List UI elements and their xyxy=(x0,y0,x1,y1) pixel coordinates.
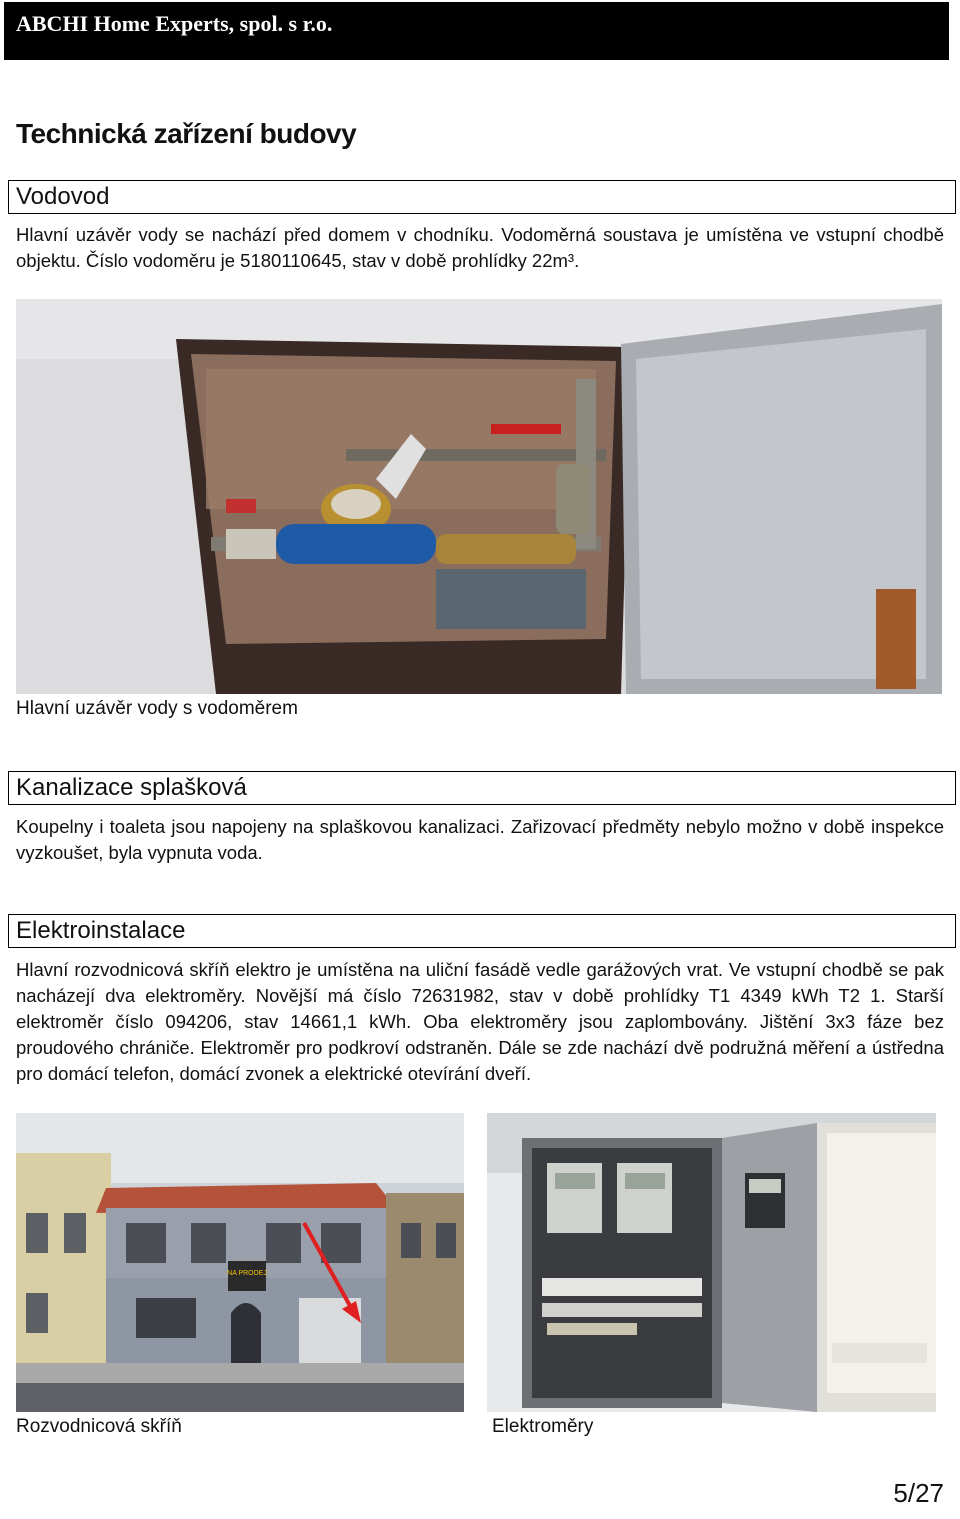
section-heading-water-label: Vodovod xyxy=(16,183,110,210)
for-sale-sign-text: NA PRODEJ xyxy=(227,1270,267,1277)
section-heading-water xyxy=(8,180,956,214)
page-title: Technická zařízení budovy xyxy=(16,118,357,149)
water-photo-caption: Hlavní uzávěr vody s vodoměrem xyxy=(16,698,298,719)
water-paragraph: Hlavní uzávěr vody se nachází před domem v chodníku. Vodoměrná soustava je umístěna ve vstupní chodbě objektu. Číslo vodoměru je 5180110645, stav v době prohlídky 22m³. xyxy=(16,224,944,271)
section-heading-sewer-label: Kanalizace splašková xyxy=(16,774,247,801)
section-heading-sewer xyxy=(8,771,956,805)
section-heading-electric-label: Elektroinstalace xyxy=(16,917,186,944)
electricity-meters-caption: Elektroměry xyxy=(492,1416,594,1437)
document-header xyxy=(4,2,949,60)
distribution-box-caption: Rozvodnicová skříň xyxy=(16,1416,182,1437)
section-heading-electric xyxy=(8,914,956,948)
sewer-paragraph: Koupelny i toaleta jsou napojeny na splaškovou kanalizaci. Zařizovací předměty nebylo možno v době inspekce vyzkoušet, byla vypnuta voda. xyxy=(16,816,944,863)
company-name: ABCHI Home Experts, spol. s r.o. xyxy=(16,11,333,36)
distribution-box-photo xyxy=(16,1113,464,1412)
electricity-meters-photo xyxy=(487,1113,936,1412)
page-number: 5/27 xyxy=(893,1478,944,1508)
water-meter-photo xyxy=(16,299,942,694)
electric-paragraph: Hlavní rozvodnicová skříň elektro je umístěna na uliční fasádě vedle garážových vrat. Ve vstupní chodbě se pak nacházejí dva elektroměry. Novější má číslo 72631982, stav v době prohlídky T1 4349 kWh T2 1. Starší elektroměr číslo 094206, stav 14661,1 kWh. Oba elektroměry jsou zaplombovány. Jištění 3x3 fáze bez proudového chrániče. Elektroměr pro podkroví odstraněn. Dále se zde nachází dvě podružná měření a ústředna pro domácí telefon, domácí zvonek a elektrické otevírání dveří. xyxy=(16,959,944,1084)
